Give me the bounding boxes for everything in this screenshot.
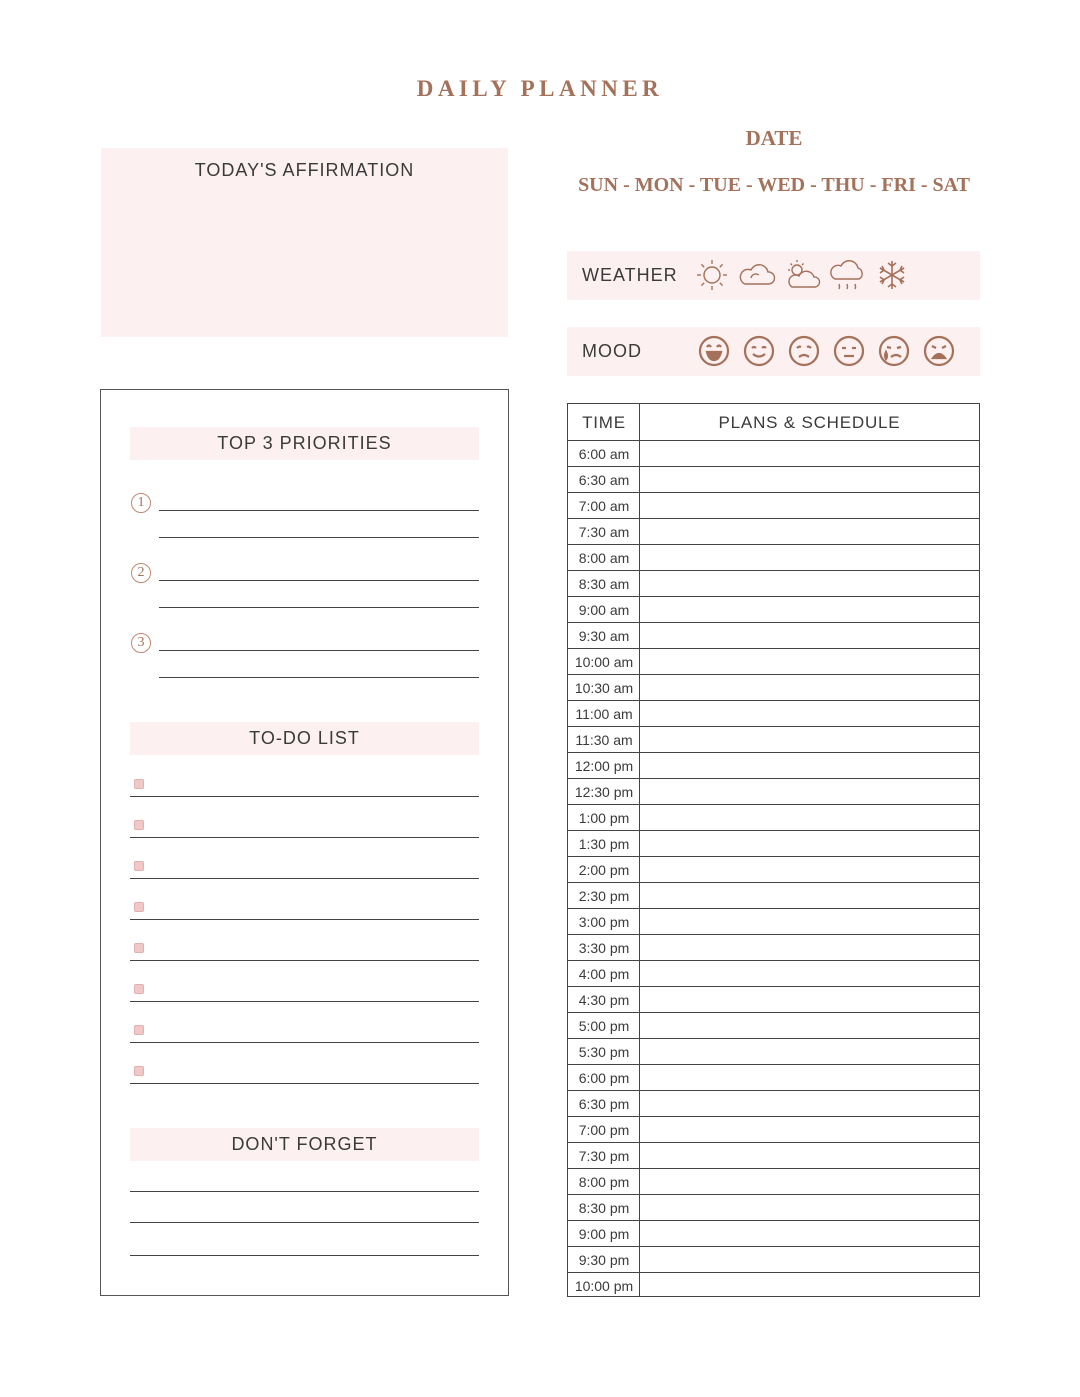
time-slot-label: 6:00 pm — [578, 1070, 630, 1086]
time-slot-label: 5:00 pm — [578, 1018, 630, 1034]
todo-checkbox[interactable] — [134, 1066, 144, 1076]
schedule-row[interactable] — [568, 1247, 979, 1273]
weekday-selector[interactable]: SUN - MON - TUE - WED - THU - FRI - SAT — [578, 174, 970, 196]
schedule-row[interactable] — [568, 701, 979, 727]
todo-line[interactable] — [130, 919, 479, 920]
schedule-row[interactable] — [568, 467, 979, 493]
todo-line[interactable] — [130, 1001, 479, 1002]
todo-checkbox[interactable] — [134, 861, 144, 871]
priority-number-1: 1 — [131, 493, 151, 513]
schedule-row[interactable] — [568, 519, 979, 545]
time-slot-label: 9:00 pm — [578, 1226, 630, 1242]
todo-line[interactable] — [130, 837, 479, 838]
dont-forget-line[interactable] — [130, 1191, 479, 1192]
smiling-face-icon[interactable] — [739, 333, 779, 369]
schedule-table — [567, 403, 980, 1297]
schedule-row[interactable] — [568, 961, 979, 987]
time-slot-label: 1:00 pm — [578, 810, 630, 826]
affirmation-title: TODAY'S AFFIRMATION — [194, 160, 415, 180]
schedule-row[interactable] — [568, 987, 979, 1013]
time-slot-label: 4:00 pm — [578, 966, 630, 982]
schedule-row[interactable] — [568, 1273, 979, 1299]
dont-forget-line[interactable] — [130, 1222, 479, 1223]
time-slot-label: 7:00 pm — [578, 1122, 630, 1138]
schedule-row[interactable] — [568, 1221, 979, 1247]
sad-face-icon[interactable] — [919, 333, 959, 369]
todo-line[interactable] — [130, 960, 479, 961]
time-slot-label: 8:30 am — [578, 576, 630, 592]
schedule-row[interactable] — [568, 909, 979, 935]
time-slot-label: 3:00 pm — [578, 914, 630, 930]
time-slot-label: 7:00 am — [578, 498, 630, 514]
schedule-row[interactable] — [568, 1195, 979, 1221]
page-title: DAILY PLANNER — [416, 76, 664, 101]
priority-line[interactable] — [159, 650, 479, 651]
schedule-row[interactable] — [568, 805, 979, 831]
todo-heading: TO-DO LIST — [130, 722, 479, 755]
time-slot-label: 6:00 am — [578, 446, 630, 462]
time-slot-label: 12:00 pm — [574, 758, 634, 774]
schedule-row[interactable] — [568, 753, 979, 779]
todo-checkbox[interactable] — [134, 820, 144, 830]
schedule-row[interactable] — [568, 1143, 979, 1169]
schedule-row[interactable] — [568, 1013, 979, 1039]
schedule-row[interactable] — [568, 1169, 979, 1195]
snowflake-icon[interactable] — [872, 257, 912, 293]
todo-checkbox[interactable] — [134, 1025, 144, 1035]
schedule-row[interactable] — [568, 441, 979, 467]
schedule-row[interactable] — [568, 1039, 979, 1065]
time-slot-label: 9:30 pm — [578, 1252, 630, 1268]
schedule-row[interactable] — [568, 1091, 979, 1117]
time-slot-label: 10:00 am — [574, 654, 634, 670]
time-column-divider — [639, 404, 640, 1296]
priority-line[interactable] — [159, 580, 479, 581]
schedule-row[interactable] — [568, 675, 979, 701]
weather-label: WEATHER — [582, 265, 678, 285]
time-header: TIME — [582, 413, 626, 432]
time-slot-label: 1:30 pm — [578, 836, 630, 852]
time-slot-label: 9:30 am — [578, 628, 630, 644]
priority-number-3: 3 — [131, 633, 151, 653]
schedule-row[interactable] — [568, 623, 979, 649]
time-slot-label: 6:30 am — [578, 472, 630, 488]
schedule-row[interactable] — [568, 597, 979, 623]
time-slot-label: 8:30 pm — [578, 1200, 630, 1216]
sun-icon[interactable] — [692, 257, 732, 293]
todo-line[interactable] — [130, 878, 479, 879]
time-slot-label: 7:30 pm — [578, 1148, 630, 1164]
cloud-icon[interactable] — [737, 257, 777, 293]
todo-line[interactable] — [130, 1042, 479, 1043]
schedule-row[interactable] — [568, 1065, 979, 1091]
plans-header: PLANS & SCHEDULE — [718, 413, 901, 432]
worried-face-icon[interactable] — [784, 333, 824, 369]
time-slot-label: 12:30 pm — [574, 784, 634, 800]
time-slot-label: 10:00 pm — [574, 1278, 634, 1294]
time-slot-label: 10:30 am — [574, 680, 634, 696]
time-slot-label: 11:30 am — [575, 732, 633, 748]
time-slot-label: 9:00 am — [578, 602, 630, 618]
priority-line[interactable] — [159, 537, 479, 538]
schedule-header — [568, 404, 979, 441]
priority-number-2: 2 — [131, 563, 151, 583]
affirmation-box[interactable] — [101, 148, 508, 337]
time-slot-label: 4:30 pm — [578, 992, 630, 1008]
schedule-row[interactable] — [568, 727, 979, 753]
schedule-row[interactable] — [568, 649, 979, 675]
neutral-face-icon[interactable] — [829, 333, 869, 369]
schedule-row[interactable] — [568, 493, 979, 519]
time-slot-label: 2:30 pm — [578, 888, 630, 904]
priorities-heading: TOP 3 PRIORITIES — [130, 427, 479, 460]
time-slot-label: 5:30 pm — [578, 1044, 630, 1060]
schedule-row[interactable] — [568, 935, 979, 961]
time-slot-label: 2:00 pm — [578, 862, 630, 878]
left-panel — [100, 389, 509, 1296]
schedule-row[interactable] — [568, 883, 979, 909]
todo-line[interactable] — [130, 796, 479, 797]
schedule-row[interactable] — [568, 857, 979, 883]
time-slot-label: 11:00 am — [575, 706, 633, 722]
time-slot-label: 8:00 pm — [578, 1174, 630, 1190]
schedule-row[interactable] — [568, 545, 979, 571]
time-slot-label: 6:30 pm — [578, 1096, 630, 1112]
weather-bar — [567, 251, 980, 300]
schedule-row[interactable] — [568, 1117, 979, 1143]
crying-face-icon[interactable] — [874, 333, 914, 369]
partly-cloudy-icon[interactable] — [782, 257, 822, 293]
todo-checkbox[interactable] — [134, 902, 144, 912]
schedule-row[interactable] — [568, 831, 979, 857]
time-slot-label: 8:00 am — [578, 550, 630, 566]
time-slot-label: 7:30 am — [578, 524, 630, 540]
laughing-face-icon[interactable] — [694, 333, 734, 369]
priority-line[interactable] — [159, 607, 479, 608]
schedule-row[interactable] — [568, 779, 979, 805]
mood-label: MOOD — [582, 341, 642, 361]
todo-checkbox[interactable] — [134, 984, 144, 994]
mood-bar — [567, 327, 980, 376]
time-slot-label: 3:30 pm — [578, 940, 630, 956]
date-label: DATE — [745, 126, 803, 150]
priority-line[interactable] — [159, 510, 479, 511]
schedule-row[interactable] — [568, 571, 979, 597]
dont-forget-line[interactable] — [130, 1255, 479, 1256]
priority-line[interactable] — [159, 677, 479, 678]
todo-checkbox[interactable] — [134, 943, 144, 953]
todo-line[interactable] — [130, 1083, 479, 1084]
todo-checkbox[interactable] — [134, 779, 144, 789]
dont-forget-heading: DON'T FORGET — [130, 1128, 479, 1161]
rain-cloud-icon[interactable] — [827, 257, 867, 293]
